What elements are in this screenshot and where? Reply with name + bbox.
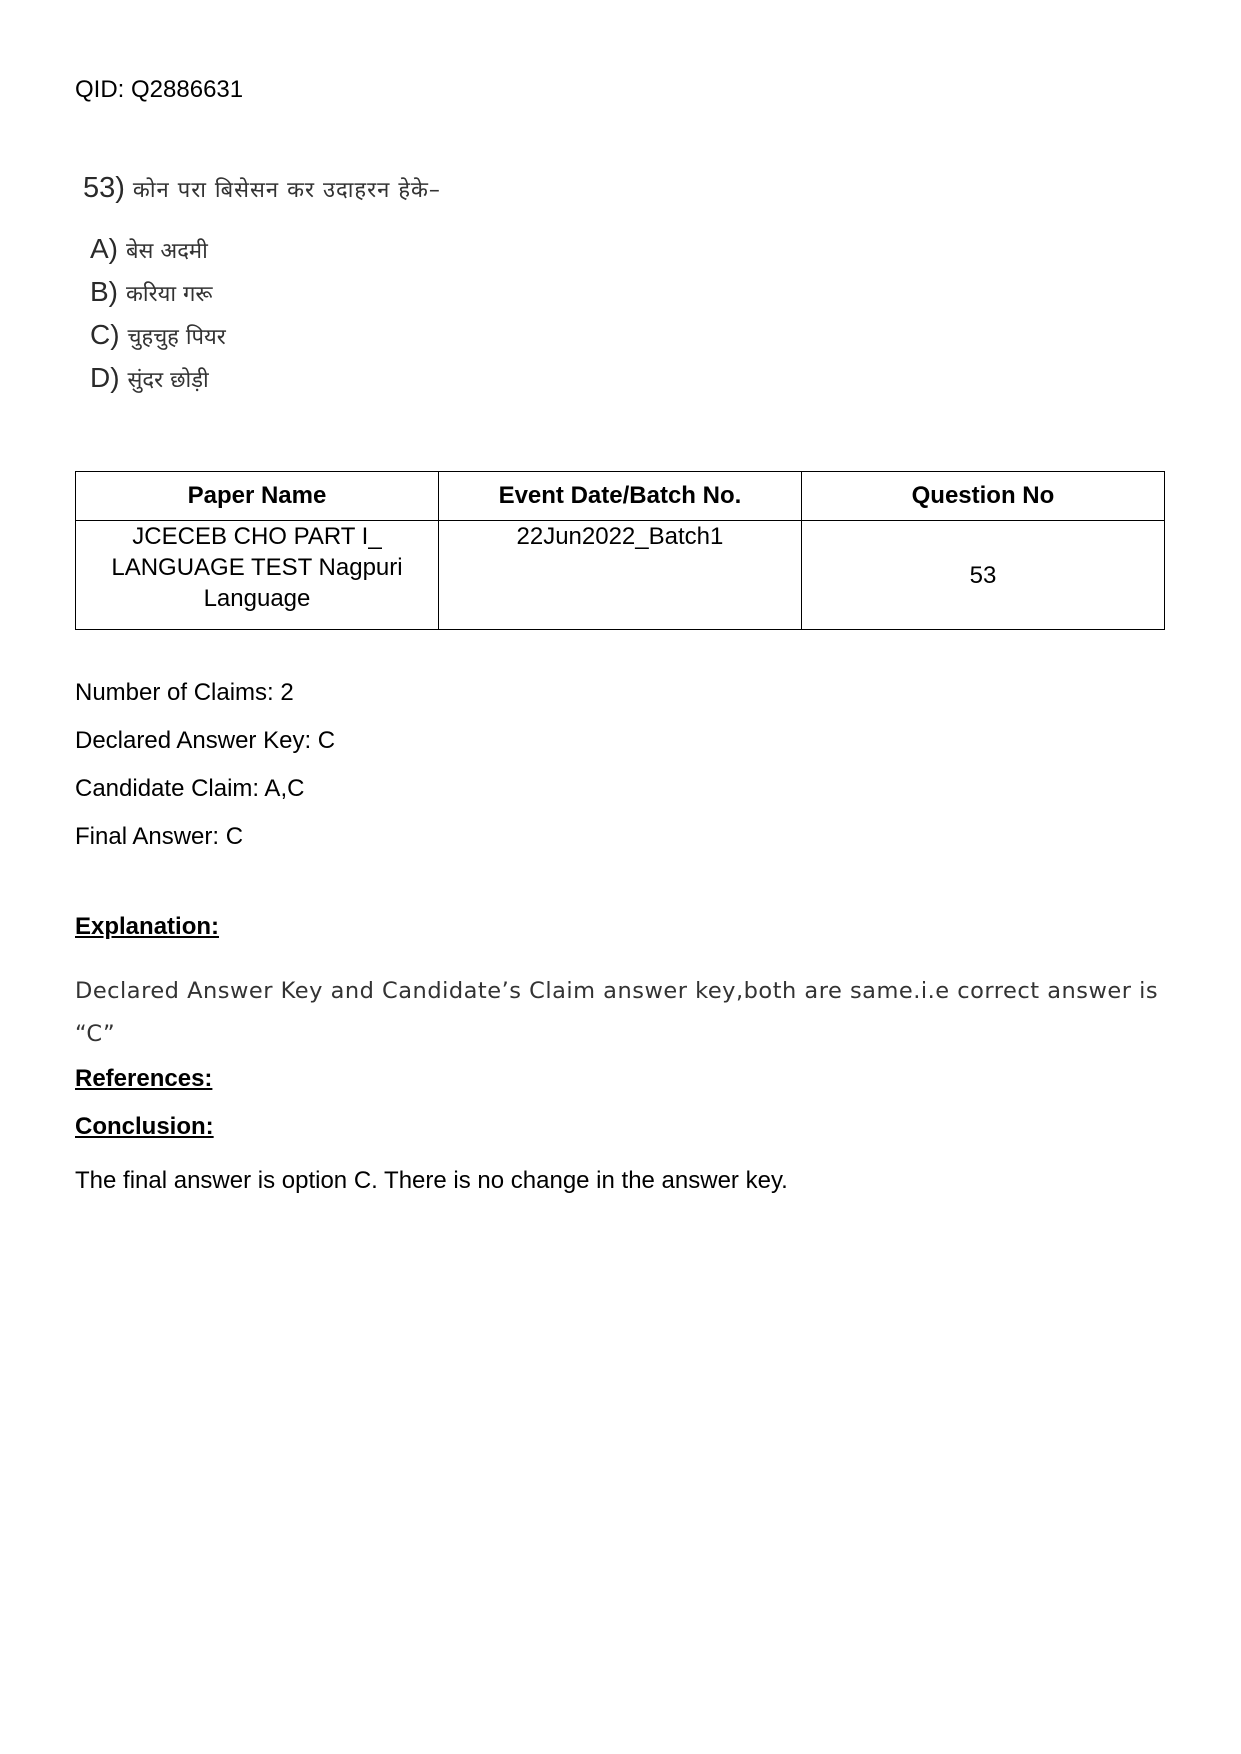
cell-question-no: 53 xyxy=(801,521,1164,630)
question-id: QID: Q2886631 xyxy=(75,76,244,103)
paper-name-line: LANGUAGE TEST Nagpuri xyxy=(111,554,403,581)
option-b xyxy=(90,276,441,319)
claims-summary xyxy=(75,677,335,869)
conclusion-heading: Conclusion: xyxy=(75,1113,214,1140)
conclusion-text: The final answer is option C. There is no change in the answer key. xyxy=(75,1167,788,1194)
header-question-no: Question No xyxy=(801,472,1164,521)
table-row xyxy=(76,521,1165,630)
cell-paper-name xyxy=(76,521,439,630)
declared-answer-key: Declared Answer Key: C xyxy=(75,727,336,754)
references-heading: References: xyxy=(75,1065,213,1092)
option-text: चुहचुह पियर xyxy=(127,325,226,350)
option-d xyxy=(90,362,441,405)
question-image-block xyxy=(83,172,441,405)
cell-event-batch: 22Jun2022_Batch1 xyxy=(438,521,801,630)
option-text: करिया गरू xyxy=(126,282,213,307)
explanation-heading: Explanation: xyxy=(75,913,220,940)
option-text: सुंदर छोड़ी xyxy=(127,368,209,393)
option-letter: A) xyxy=(90,233,118,264)
paper-name-line: JCECEB CHO PART I_ xyxy=(132,523,382,550)
number-of-claims: Number of Claims: 2 xyxy=(75,679,294,706)
options-list xyxy=(90,233,441,405)
explanation-text: Declared Answer Key and Candidate’s Claim answer key,both are same.i.e correct answer is “C” xyxy=(75,978,1159,1047)
option-text: बेस अदमी xyxy=(126,239,208,264)
header-event-date-batch: Event Date/Batch No. xyxy=(438,472,801,521)
table-header-row xyxy=(76,472,1165,521)
option-letter: B) xyxy=(90,276,118,307)
option-a xyxy=(90,233,441,276)
final-answer: Final Answer: C xyxy=(75,823,244,850)
option-letter: C) xyxy=(90,319,120,350)
option-c xyxy=(90,319,441,362)
paper-name-line: Language xyxy=(203,585,311,612)
question-text: कोन परा बिसेसन कर उदाहरन हेके– xyxy=(132,178,441,203)
header-paper-name: Paper Name xyxy=(76,472,439,521)
option-letter: D) xyxy=(90,362,120,393)
candidate-claim: Candidate Claim: A,C xyxy=(75,775,305,802)
question-number: 53) xyxy=(83,172,125,204)
paper-info-table xyxy=(75,471,1165,630)
question-line xyxy=(83,172,441,205)
